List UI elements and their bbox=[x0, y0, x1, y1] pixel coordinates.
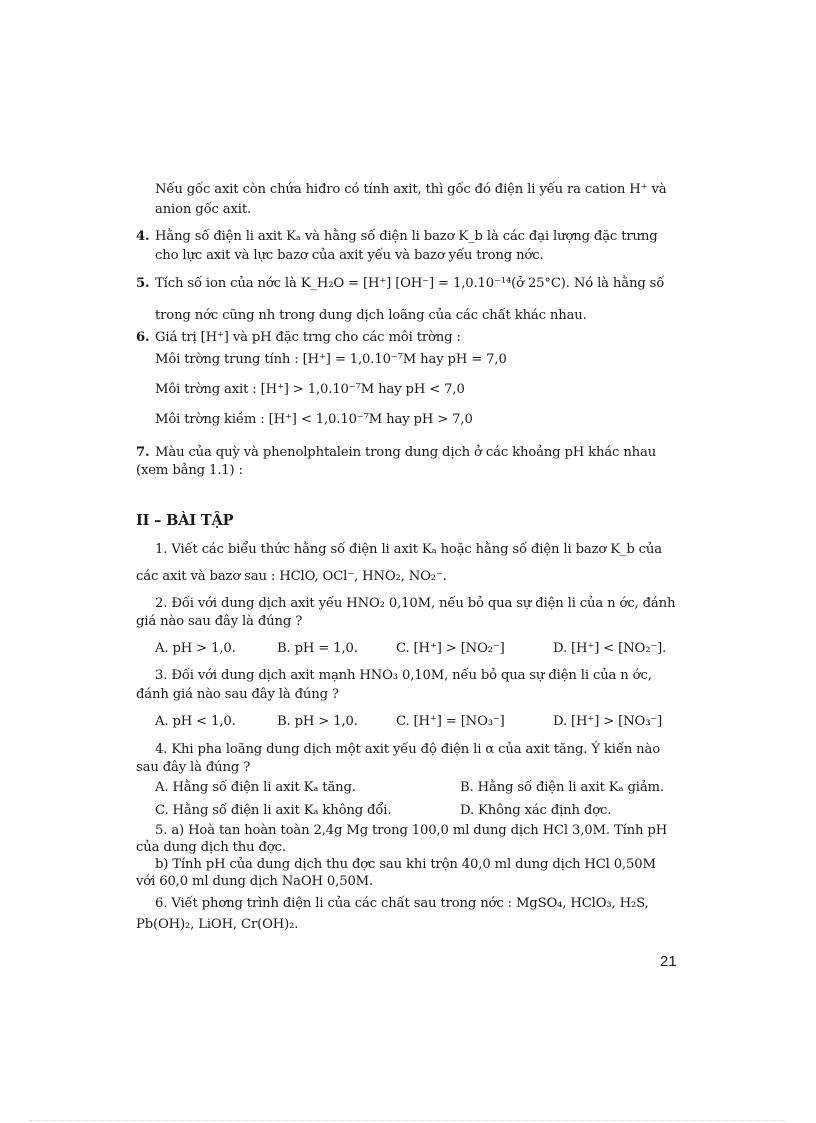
item-number: 6. bbox=[136, 330, 150, 345]
text-line: Tích số ion của nớc là K_H₂O = [H⁺] [OH⁻] = 1,0.10⁻¹⁴(ở 25°C). Nó là hằng số bbox=[155, 276, 665, 291]
question-line: của dung dịch thu đợc. bbox=[136, 840, 286, 855]
text-line: Môi trờng trung tính : [H⁺] = 1,0.10⁻⁷M hay pH = 7,0 bbox=[155, 352, 507, 367]
question-line: 1. Viết các biểu thức hằng số điện li axit Kₐ hoặc hằng số điện li bazơ K_b của bbox=[155, 542, 662, 557]
answer-option: B. pH = 1,0. bbox=[277, 641, 358, 656]
question-line: 4. Khi pha loãng dung dịch một axit yếu độ điện li α của axit tăng. Ý kiến nào bbox=[155, 742, 661, 757]
question-line: 2. Đối với dung dịch axit yếu HNO₂ 0,10M, nếu bỏ qua sự điện li của n ớc, đánh bbox=[155, 596, 676, 611]
text-line: Môi trờng axit : [H⁺] > 1,0.10⁻⁷M hay pH < 7,0 bbox=[155, 382, 465, 397]
answer-option: A. Hằng số điện li axit Kₐ tăng. bbox=[155, 780, 356, 795]
text-line: Hằng số điện li axit Kₐ và hằng số điện li bazơ K_b là các đại lượng đặc trưng bbox=[155, 229, 658, 244]
text-line: Nếu gốc axit còn chứa hiđro có tính axit, thì gốc đó điện li yếu ra cation H⁺ và bbox=[155, 182, 667, 197]
question-line: Pb(OH)₂, LiOH, Cr(OH)₂. bbox=[136, 917, 299, 932]
answer-option: A. pH < 1,0. bbox=[155, 714, 236, 729]
question-line: các axit và bazơ sau : HClO, OCl⁻, HNO₂, NO₂⁻. bbox=[136, 569, 447, 584]
answer-option: D. [H⁺] < [NO₂⁻]. bbox=[553, 641, 667, 656]
question-line: đánh giá nào sau đây là đúng ? bbox=[136, 687, 339, 702]
item-number: 5. bbox=[136, 276, 150, 291]
question-line: 5. a) Hoà tan hoàn toàn 2,4g Mg trong 100,0 ml dung dịch HCl 3,0M. Tính pH bbox=[155, 823, 668, 838]
question-line: 6. Viết phơng trình điện li của các chất sau trong nớc : MgSO₄, HClO₃, H₂S, bbox=[155, 896, 649, 911]
question-line: 3. Đối với dung dịch axit mạnh HNO₃ 0,10M, nếu bỏ qua sự điện li của n ớc, bbox=[155, 668, 652, 683]
answer-option: A. pH > 1,0. bbox=[155, 641, 236, 656]
section-heading: II – BÀI TẬP bbox=[136, 512, 234, 529]
text-line: anion gốc axit. bbox=[155, 202, 252, 217]
answer-option: D. [H⁺] > [NO₃⁻] bbox=[553, 714, 663, 729]
text-line: Giá trị [H⁺] và pH đặc trng cho các môi trờng : bbox=[155, 330, 461, 345]
question-line: giá nào sau đây là đúng ? bbox=[136, 614, 303, 629]
question-line: sau đây là đúng ? bbox=[136, 760, 251, 775]
answer-option: C. Hằng số điện li axit Kₐ không đổi. bbox=[155, 803, 392, 818]
answer-option: C. [H⁺] > [NO₂⁻] bbox=[396, 641, 505, 656]
item-number: 4. bbox=[136, 229, 150, 244]
text-line: Môi trờng kiềm : [H⁺] < 1,0.10⁻⁷M hay pH > 7,0 bbox=[155, 412, 473, 427]
item-number: 7. bbox=[136, 445, 150, 460]
answer-option: B. Hằng số điện li axit Kₐ giảm. bbox=[460, 780, 664, 795]
page-number: 21 bbox=[660, 953, 677, 970]
page-bottom-divider bbox=[30, 1120, 786, 1121]
answer-option: B. pH > 1,0. bbox=[277, 714, 358, 729]
question-line: b) Tính pH của dung dịch thu đợc sau khi trộn 40,0 ml dung dịch HCl 0,50M bbox=[155, 857, 656, 872]
text-line: Màu của quỳ và phenolphtalein trong dung dịch ở các khoảng pH khác nhau bbox=[155, 445, 657, 460]
text-line: cho lực axit và lực bazơ của axit yếu và bazơ yếu trong nớc. bbox=[155, 248, 544, 263]
text-line: trong nớc cũng nh trong dung dịch loãng của các chất khác nhau. bbox=[155, 308, 587, 323]
text-line: (xem bảng 1.1) : bbox=[136, 463, 243, 478]
answer-option: D. Không xác định đợc. bbox=[460, 803, 612, 818]
answer-option: C. [H⁺] = [NO₃⁻] bbox=[396, 714, 505, 729]
question-line: với 60,0 ml dung dịch NaOH 0,50M. bbox=[136, 874, 374, 889]
